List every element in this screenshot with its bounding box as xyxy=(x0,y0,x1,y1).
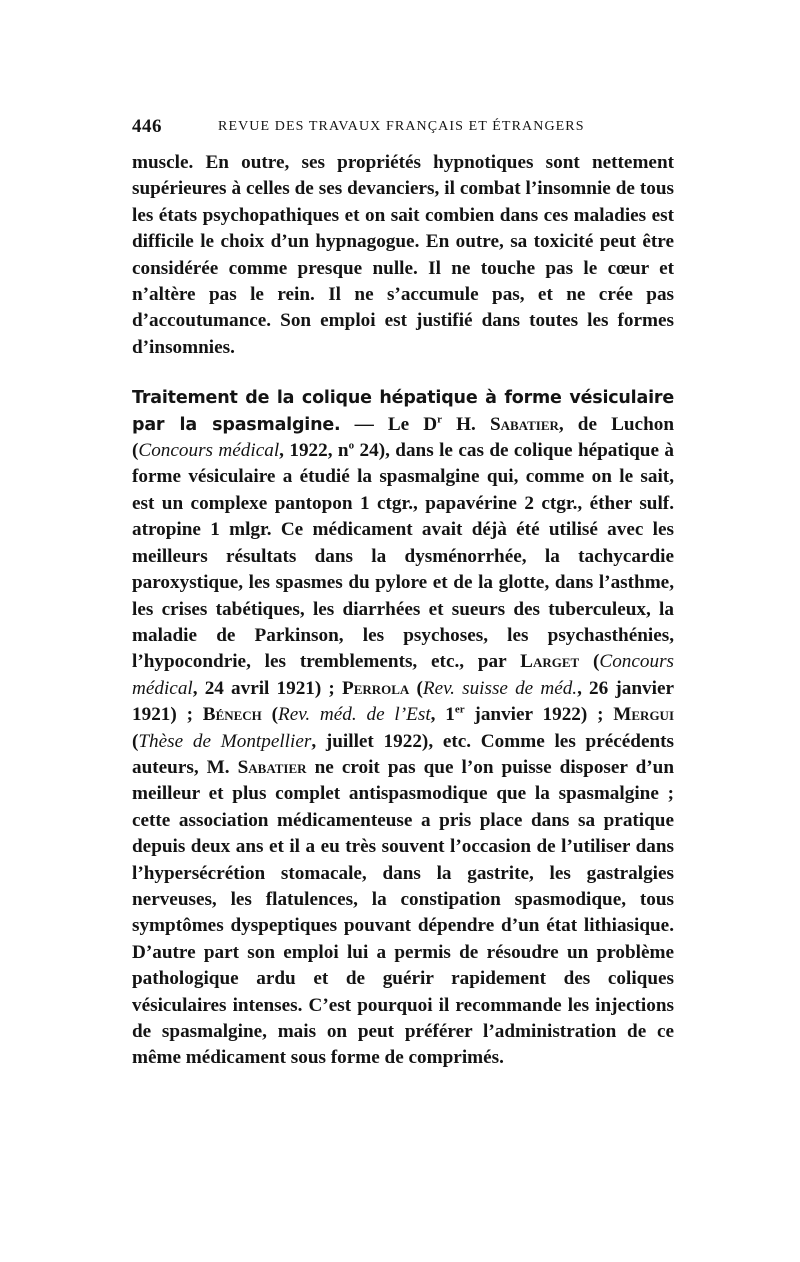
author-name: Perrola xyxy=(341,677,410,699)
text-run: , 1922, n xyxy=(279,440,349,462)
journal-reference: Concours médical xyxy=(138,440,280,462)
text-run: — Le D xyxy=(340,413,438,435)
text-run: ( xyxy=(132,730,139,752)
text-run: janvier 1922) ; xyxy=(464,704,614,726)
page-number: 446 xyxy=(132,116,162,137)
superscript: er xyxy=(454,703,465,716)
text-run: ( xyxy=(579,651,600,673)
author-name: Sabatier xyxy=(237,756,307,778)
text-run: , 1 xyxy=(430,704,455,726)
section-title: Traitement de la colique hépatique à forme vésiculaire par la spasmalgine. xyxy=(132,388,674,435)
text-run: 24), dans le cas de colique hépatique à forme vésiculaire a étudié la spasmalgine qui, comme on le sait, est un complexe pantopon 1 ctgr., papavérine 2 ctgr., éther sulf. atropine 1 mlgr. Ce médicament avait déjà été utilisé avec les meilleurs résultats dans la dysménorrhée, la tachycardie paroxystique, les spasmes du pylore et de la glotte, dans l’asthme, les crises tabétiques, les diarrhées et sueurs des tuberculeux, la maladie de Parkinson, les psychoses, les psychasthénies, l’hypocondrie, les tremblements, etc., par xyxy=(132,440,674,673)
text-run: , juillet 1922), etc. Comme les précédents auteurs, M. xyxy=(132,730,674,778)
author-name: Bénech xyxy=(202,704,262,726)
author-name: Sabatier xyxy=(489,413,559,435)
text-run: ne croit pas que l’on puisse disposer d’un meilleur et plus complet antispasmodique que la spasmalgine ; cette association médicamenteuse a pris place dans sa pratique depuis deux ans et il a eu très souvent l’occasion de l’utiliser dans l’hypersécrétion stomacale, dans la gastrite, les gastralgies nerveuses, les flatulences, la constipation spasmodique, tous symptômes dyspeptiques pouvant dépendre d’un état lithiasique. D’autre part son emploi lui a permis de résoudre un problème pathologique ardu et de guérir rapidement des coliques vésiculaires intenses. C’est pourquoi il recommande les injections de spasmalgine, mais on peut préférer l’administration de ce même médicament sous forme de comprimés. xyxy=(132,756,675,1069)
journal-reference: Concours médical xyxy=(132,651,675,699)
text-run: , de Luchon ( xyxy=(132,413,675,462)
text-run: ( xyxy=(409,677,423,699)
journal-title: REVUE DES TRAVAUX FRANÇAIS ET ÉTRANGERS xyxy=(218,119,585,134)
text-run: , 26 janvier 1921) ; xyxy=(132,677,674,726)
author-name: Mergui xyxy=(613,704,675,726)
journal-reference: Thèse de Montpellier xyxy=(138,730,312,752)
author-name: Larget xyxy=(520,651,580,673)
text-run: H. xyxy=(442,413,490,435)
paragraph-insomnia: muscle. En outre, ses propriétés hypnotiques sont nettement supérieures à celles de ses devanciers, il combat l’insomnie de tous les états psychopathiques et on sait combien dans ces maladies est difficile le choix d’un hypnagogue. En outre, sa toxicité peut être considérée comme presque nulle. Il ne touche pas le cœur et n’altère pas le rein. Il ne s’accumule pas, et ne crée pas d’accoutumance. Son emploi est justifié dans toutes les formes d’insomnies. xyxy=(132,152,674,358)
article-body xyxy=(132,150,674,1072)
journal-reference: Rev. suisse de méd. xyxy=(422,677,578,699)
journal-reference: Rev. méd. de l’Est xyxy=(278,704,431,726)
superscript: r xyxy=(437,413,443,426)
superscript: o xyxy=(348,439,355,452)
text-run: , 24 avril 1921) ; xyxy=(192,677,342,699)
paragraph-spasmalgine xyxy=(132,385,674,1072)
running-head xyxy=(132,116,684,140)
text-run: ( xyxy=(261,704,278,726)
